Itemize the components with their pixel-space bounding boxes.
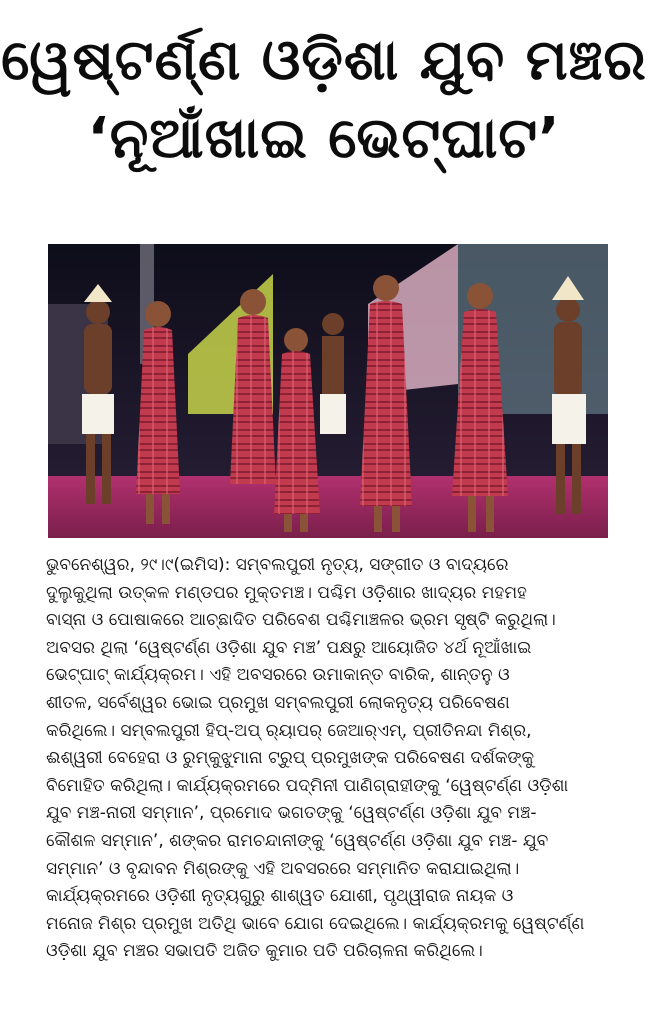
- body-line: ଈଶ୍ୱରୀ ବେହେରା ଓ ରୁମ୍‌କୁଝୁମାନା ଟ୍ରୁପ୍ ପ୍ରମୁଖଙ୍କ ପରିବେଷଣ ଦର୍ଶକଙ୍କୁ: [46, 748, 535, 769]
- stage-floor: [48, 476, 608, 538]
- body-line: ଅବସର ଥିଲା ‘ୱେଷ୍ଟର୍ଣ୍ଣ ଓଡ଼ିଶା ଯୁବ ମଞ୍ଚ’ ପକ୍ଷରୁ ଆୟୋଜିତ ୪ର୍ଥ ନୂଆଁଖାଇ: [46, 637, 532, 658]
- body-line: ବାସ୍ନା ଓ ପୋଷାକରେ ଆଚ୍ଛାଦିତ ପରିବେଶ ପଶ୍ଚିମାଞ୍ଚଳର ଭ୍ରମ ସୃଷ୍ଟି କରୁଥିଲା।: [46, 610, 556, 631]
- body-line: ବିମୋହିତ କରିଥିଲା। କାର୍ଯ୍ୟକ୍ରମରେ ପଦ୍ମିନୀ ପାଣିଗ୍ରାହୀଙ୍କୁ ‘ୱେଷ୍ଟର୍ଣ୍ଣ ଓଡ଼ିଶା: [46, 775, 569, 796]
- body-line: କରିଥିଲେ। ସମ୍ବଲପୁରୀ ହିପ୍-ଅପ୍ ର୍‍ୟାପର୍ ଜେଆର୍‌ଏମ୍, ପ୍ରୀତିନନ୍ଦା ମିଶ୍ର,: [46, 720, 532, 741]
- body-line: ସମ୍ମାନ’ ଓ ବୃନ୍ଦାବନ ମିଶ୍ରଙ୍କୁ ଏହି ଅବସରରେ ସମ୍ମାନିତ କରାଯାଇଥିଲା।: [46, 858, 520, 879]
- body-line: ଦୁଲୁକୁଥିଲା ଉତ୍କଳ ମଣ୍ଡପର ମୁକ୍ତମଞ୍ଚ। ପଶ୍ଚିମ ଓଡ଼ିଶାର ଖାଦ୍ୟର ମହମହ: [46, 582, 527, 603]
- body-line: କାର୍ଯ୍ୟକ୍ରମରେ ଓଡ଼ିଶୀ ନୃତ୍ୟଗୁରୁ ଶାଶ୍ୱତ ଯୋଶୀ, ପୃଥ୍ୱୀରାଜ ନାୟକ ଓ: [46, 886, 514, 907]
- headline: [0, 22, 648, 178]
- headline-line-2: ‘ନୂଆଁଖାଇ ଭେଟ୍‌ଘାଟ’: [87, 106, 561, 171]
- body-line: ଯୁବ ମଞ୍ଚ-ନାରୀ ସମ୍ମାନ’, ପ୍ରମୋଦ ଭଗତଙ୍କୁ ‘ୱେଷ୍ଟର୍ଣ୍ଣ ଓଡ଼ିଶା ଯୁବ ମଞ୍ଚ-: [46, 803, 537, 824]
- body-line: ଭେଟ୍‌ଘାଟ୍ କାର୍ଯ୍ୟକ୍ରମ। ଏହି ଅବସରରେ ଉମାକାନ୍ତ ବାରିକ, ଶାନ୍ତନୁ ଓ: [46, 665, 510, 686]
- body-line: କୌଶଳ ସମ୍ମାନ’, ଶଙ୍କର ରାମଚନ୍ଦାନୀଙ୍କୁ ‘ୱେଷ୍ଟର୍ଣ୍ଣ ଓଡ଼ିଶା ଯୁବ ମଞ୍ଚ- ଯୁବ: [46, 830, 549, 851]
- body-line: ଓଡ଼ିଶା ଯୁବ ମଞ୍ଚର ସଭାପତି ଅଜିତ କୁମାର ପତି ପରିଚାଳନା କରିଥିଲେ।: [46, 941, 483, 962]
- body-line: ଭୁବନେଶ୍ୱର, ୨୯।୯(ଇମିସ): ସମ୍ବଲପୁରୀ ନୃତ୍ୟ, ସଙ୍ଗୀତ ଓ ବାଦ୍ୟରେ: [46, 555, 509, 575]
- dancers-illustration: [48, 244, 608, 538]
- headline-line-1: ୱେଷ୍ଟର୍ଣ୍ଣ ଓଡ଼ିଶା ଯୁବ ମଞ୍ଚର: [1, 28, 647, 93]
- body-line: ମନୋଜ ମିଶ୍ର ପ୍ରମୁଖ ଅତିଥି ଭାବେ ଯୋଗ ଦେଇଥିଲେ। କାର୍ଯ୍ୟକ୍ରମକୁ ୱେଷ୍ଟର୍ଣ୍ଣ: [46, 913, 585, 934]
- body-line: ଶୀତଳ, ସର୍ବେଶ୍ୱର ଭୋଇ ପ୍ରମୁଖ ସମ୍ବଲପୁରୀ ଲୋକନୃତ୍ୟ ପରିବେଷଣ: [46, 692, 510, 713]
- dancers-photo: [48, 244, 608, 538]
- article-body: [46, 552, 612, 966]
